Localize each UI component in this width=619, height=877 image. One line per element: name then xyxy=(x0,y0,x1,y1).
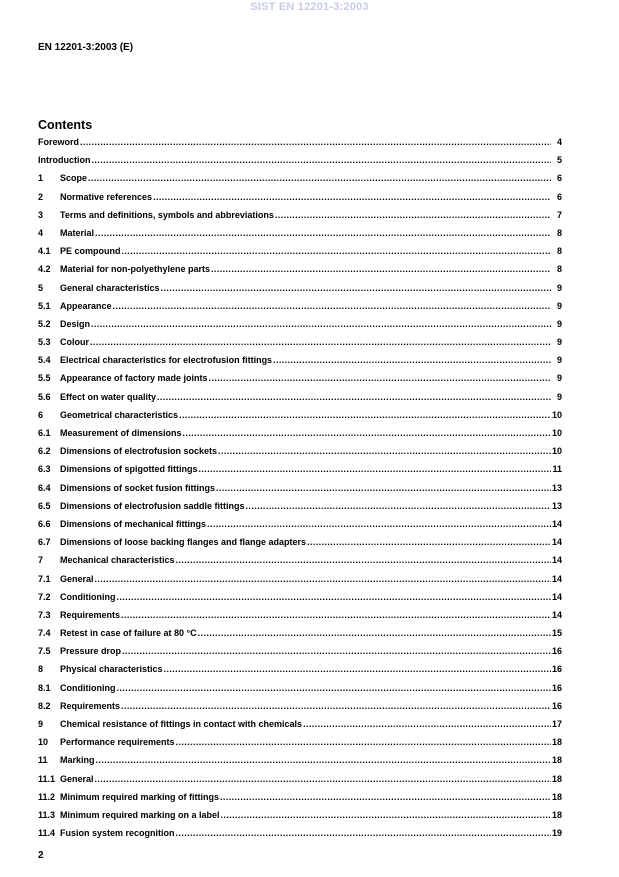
toc-entry-title: General xyxy=(60,773,94,784)
toc-entry-number: 8 xyxy=(38,664,44,675)
toc-entry-title: Conditioning xyxy=(60,591,116,602)
toc-entry-title: General characteristics xyxy=(60,282,160,293)
toc-entry-number: 11.3 xyxy=(38,809,56,820)
toc-entry-page: 14 xyxy=(551,573,562,584)
toc-entry-title: Material xyxy=(60,227,95,238)
toc-leader-dots xyxy=(216,483,551,493)
toc-entry-number: 7.4 xyxy=(38,628,51,639)
toc-leader-dots xyxy=(183,428,551,438)
toc-entry[interactable] xyxy=(38,683,562,701)
toc-entry-number: 5.3 xyxy=(38,337,51,348)
toc-entry[interactable] xyxy=(38,428,562,446)
toc-entry-number: 6.3 xyxy=(38,464,51,475)
toc-entry[interactable] xyxy=(38,646,562,664)
toc-entry-page: 14 xyxy=(551,537,562,548)
toc-leader-dots xyxy=(92,155,552,165)
toc-leader-dots xyxy=(113,301,551,311)
toc-leader-dots xyxy=(207,519,551,529)
toc-entry-title: Dimensions of socket fusion fittings xyxy=(60,482,216,493)
toc-entry-page: 17 xyxy=(551,719,562,729)
toc-leader-dots xyxy=(209,373,551,383)
toc-entry-title: Appearance xyxy=(60,300,112,311)
toc-entry-title: Dimensions of mechanical fittings xyxy=(60,518,207,529)
toc-leader-dots xyxy=(116,683,551,693)
toc-entry-page: 8 xyxy=(556,227,562,238)
toc-entry[interactable] xyxy=(38,537,562,555)
toc-leader-dots xyxy=(303,719,551,729)
toc-entry-page: 7 xyxy=(556,209,562,220)
toc-entry[interactable] xyxy=(38,319,562,337)
toc-entry-number: 5.4 xyxy=(38,355,51,366)
toc-entry[interactable] xyxy=(38,137,562,155)
toc-leader-dots xyxy=(95,774,551,784)
toc-entry-title: Retest in case of failure at 80 °C xyxy=(60,628,197,639)
toc-entry-number: 5 xyxy=(38,282,44,293)
toc-leader-dots xyxy=(220,792,551,802)
toc-leader-dots xyxy=(199,464,552,474)
toc-entry-title: Effect on water quality xyxy=(60,391,157,402)
toc-entry-number: 6.2 xyxy=(38,446,51,457)
toc-entry-page: 18 xyxy=(551,755,562,766)
toc-entry[interactable] xyxy=(38,719,562,737)
toc-leader-dots xyxy=(198,628,551,638)
toc-entry-title: Terms and definitions, symbols and abbreviations xyxy=(60,209,274,220)
toc-entry-number: 6.4 xyxy=(38,482,51,493)
toc-entry-page: 18 xyxy=(551,809,562,820)
toc-leader-dots xyxy=(157,392,551,402)
toc-entry-number: 8.1 xyxy=(38,682,51,693)
toc-entry[interactable] xyxy=(38,155,562,173)
toc-entry-number: 3 xyxy=(38,209,44,220)
toc-entry-number: 4.1 xyxy=(38,246,51,257)
toc-entry-title: Foreword xyxy=(38,137,80,147)
toc-entry-page: 13 xyxy=(551,482,562,493)
toc-entry-page: 9 xyxy=(556,373,562,384)
toc-entry[interactable] xyxy=(38,701,562,719)
toc-entry-page: 19 xyxy=(551,828,562,839)
toc-entry-title: Electrical characteristics for electrofusion fittings xyxy=(60,355,273,366)
toc-entry-title: Fusion system recognition xyxy=(60,828,175,839)
toc-entry[interactable] xyxy=(38,610,562,628)
toc-leader-dots xyxy=(116,592,551,602)
toc-leader-dots xyxy=(121,701,551,711)
toc-entry-number: 6.7 xyxy=(38,537,51,548)
toc-leader-dots xyxy=(161,283,551,293)
toc-leader-dots xyxy=(246,501,551,511)
toc-entry-number: 5.1 xyxy=(38,300,51,311)
toc-entry[interactable] xyxy=(38,664,562,682)
page-number: 2 xyxy=(38,850,44,861)
toc-entry-title: Dimensions of loose backing flanges and flange adapters xyxy=(60,537,307,548)
toc-entry[interactable] xyxy=(38,519,562,537)
toc-entry-number: 11.2 xyxy=(38,791,56,802)
toc-entry[interactable] xyxy=(38,501,562,519)
toc-entry-number: 11.1 xyxy=(38,773,56,784)
toc-entry-title: Conditioning xyxy=(60,682,116,693)
toc-entry[interactable] xyxy=(38,373,562,391)
toc-entry-page: 10 xyxy=(551,428,562,438)
toc-entry-title: Physical characteristics xyxy=(60,664,163,675)
toc-entry-title: Appearance of factory made joints xyxy=(60,373,208,384)
toc-entry-page: 18 xyxy=(551,773,562,784)
toc-leader-dots xyxy=(176,828,551,838)
toc-leader-dots xyxy=(275,210,551,220)
toc-entry-number: 11.4 xyxy=(38,828,56,839)
toc-entry-number: 10 xyxy=(38,737,49,748)
toc-entry[interactable] xyxy=(38,592,562,610)
toc-leader-dots xyxy=(122,246,552,256)
toc-entry-page: 9 xyxy=(556,337,562,348)
toc-entry-title: Marking xyxy=(60,755,95,766)
toc-entry-number: 4.2 xyxy=(38,264,51,275)
toc-leader-dots xyxy=(122,646,551,656)
toc-entry-title: Dimensions of electrofusion sockets xyxy=(60,446,218,457)
toc-entry[interactable] xyxy=(38,555,562,573)
toc-entry-number: 7.1 xyxy=(38,573,51,584)
toc-entry[interactable] xyxy=(38,210,562,228)
toc-entry-page: 8 xyxy=(556,246,562,257)
toc-entry[interactable] xyxy=(38,392,562,410)
toc-entry-title: Dimensions of spigotted fittings xyxy=(60,464,198,475)
toc-leader-dots xyxy=(91,319,551,329)
toc-entry-number: 6.6 xyxy=(38,518,51,529)
toc-leader-dots xyxy=(90,337,551,347)
toc-entry-page: 14 xyxy=(551,591,562,602)
toc-leader-dots xyxy=(95,574,551,584)
toc-leader-dots xyxy=(218,446,551,456)
toc-entry[interactable] xyxy=(38,755,562,773)
toc-entry[interactable] xyxy=(38,337,562,355)
toc-entry[interactable] xyxy=(38,810,562,828)
toc-entry-title: Performance requirements xyxy=(60,737,175,748)
toc-entry-page: 14 xyxy=(551,518,562,529)
toc-leader-dots xyxy=(176,737,551,747)
toc-leader-dots xyxy=(211,264,551,274)
toc-entry-page: 16 xyxy=(551,646,562,657)
toc-entry-page: 14 xyxy=(551,609,562,620)
toc-entry[interactable] xyxy=(38,446,562,464)
toc-entry[interactable] xyxy=(38,355,562,373)
toc-entry-number: 7.2 xyxy=(38,591,51,602)
toc-entry-title: Requirements xyxy=(60,609,121,620)
contents-heading: Contents xyxy=(38,118,93,132)
toc-leader-dots xyxy=(179,410,551,420)
toc-entry-page: 18 xyxy=(551,737,562,748)
toc-entry-page: 5 xyxy=(556,155,562,166)
toc-entry-title: PE compound xyxy=(60,246,121,257)
toc-entry[interactable] xyxy=(38,228,562,246)
toc-entry-page: 9 xyxy=(556,300,562,311)
toc-entry-title: Colour xyxy=(60,337,89,348)
toc-entry[interactable] xyxy=(38,828,562,846)
toc-leader-dots xyxy=(95,228,551,238)
toc-entry-title: Requirements xyxy=(60,700,121,711)
toc-entry-number: 8.2 xyxy=(38,700,51,711)
toc-entry[interactable] xyxy=(38,173,562,191)
toc-entry-title: Minimum required marking of fittings xyxy=(60,791,220,802)
toc-entry-page: 14 xyxy=(551,555,562,566)
toc-entry-page: 10 xyxy=(551,446,562,457)
toc-entry-page: 9 xyxy=(556,318,562,329)
toc-entry-title: Chemical resistance of fittings in contact with chemicals xyxy=(60,719,303,729)
toc-leader-dots xyxy=(88,173,551,183)
toc-entry-number: 2 xyxy=(38,191,44,202)
toc-entry[interactable] xyxy=(38,246,562,264)
toc-entry[interactable] xyxy=(38,774,562,792)
toc-entry-title: Geometrical characteristics xyxy=(60,409,179,420)
document-id: EN 12201-3:2003 (E) xyxy=(38,42,134,53)
toc-entry-number: 6 xyxy=(38,409,44,420)
table-of-contents xyxy=(38,137,562,846)
toc-entry-page: 16 xyxy=(551,664,562,675)
toc-entry-page: 13 xyxy=(551,500,562,511)
toc-entry-page: 8 xyxy=(556,264,562,275)
toc-entry[interactable] xyxy=(38,192,562,210)
toc-entry[interactable] xyxy=(38,410,562,428)
toc-entry[interactable] xyxy=(38,483,562,501)
toc-leader-dots xyxy=(307,537,551,547)
toc-entry-number: 5.5 xyxy=(38,373,51,384)
toc-entry-title: Pressure drop xyxy=(60,646,122,657)
toc-leader-dots xyxy=(176,555,551,565)
toc-leader-dots xyxy=(221,810,551,820)
toc-entry-title: General xyxy=(60,573,94,584)
toc-entry-page: 16 xyxy=(551,700,562,711)
watermark: SIST EN 12201-3:2003 xyxy=(250,1,369,13)
toc-entry-page: 6 xyxy=(556,173,562,184)
toc-entry[interactable] xyxy=(38,464,562,482)
toc-entry-number: 6.1 xyxy=(38,428,51,438)
toc-entry-number: 11 xyxy=(38,755,48,766)
toc-entry-page: 15 xyxy=(551,628,562,639)
toc-leader-dots xyxy=(273,355,551,365)
toc-entry-page: 4 xyxy=(556,137,562,147)
toc-entry-title: Scope xyxy=(60,173,88,184)
toc-entry-number: 4 xyxy=(38,227,44,238)
toc-entry-title: Design xyxy=(60,318,91,329)
toc-entry-title: Introduction xyxy=(38,155,91,166)
toc-entry[interactable] xyxy=(38,737,562,755)
toc-entry-number: 7.3 xyxy=(38,609,51,620)
toc-entry-title: Minimum required marking on a label xyxy=(60,809,220,820)
toc-entry-page: 9 xyxy=(556,391,562,402)
toc-entry-number: 7.5 xyxy=(38,646,51,657)
toc-entry[interactable] xyxy=(38,301,562,319)
toc-entry-title: Dimensions of electrofusion saddle fittings xyxy=(60,500,245,511)
toc-entry-title: Normative references xyxy=(60,191,153,202)
toc-entry-number: 9 xyxy=(38,719,44,729)
toc-entry-page: 18 xyxy=(551,791,562,802)
toc-entry-title: Material for non-polyethylene parts xyxy=(60,264,211,275)
toc-entry-page: 10 xyxy=(551,409,562,420)
toc-entry-number: 1 xyxy=(38,173,44,184)
toc-entry[interactable] xyxy=(38,792,562,810)
toc-entry-page: 16 xyxy=(551,682,562,693)
toc-entry-page: 9 xyxy=(556,355,562,366)
toc-entry-title: Mechanical characteristics xyxy=(60,555,175,566)
toc-leader-dots xyxy=(164,664,551,674)
toc-entry-title: Measurement of dimensions xyxy=(60,428,182,438)
toc-entry[interactable] xyxy=(38,283,562,301)
toc-entry-number: 5.2 xyxy=(38,318,51,329)
toc-entry-page: 6 xyxy=(556,191,562,202)
toc-leader-dots xyxy=(80,137,551,147)
toc-entry[interactable] xyxy=(38,628,562,646)
toc-leader-dots xyxy=(153,192,551,202)
toc-entry-number: 5.6 xyxy=(38,391,51,402)
toc-entry[interactable] xyxy=(38,574,562,592)
toc-entry-number: 6.5 xyxy=(38,500,51,511)
toc-entry-number: 7 xyxy=(38,555,44,566)
toc-leader-dots xyxy=(96,755,551,765)
toc-entry-page: 9 xyxy=(556,282,562,293)
toc-entry[interactable] xyxy=(38,264,562,282)
toc-entry-page: 11 xyxy=(552,464,562,475)
toc-leader-dots xyxy=(121,610,551,620)
